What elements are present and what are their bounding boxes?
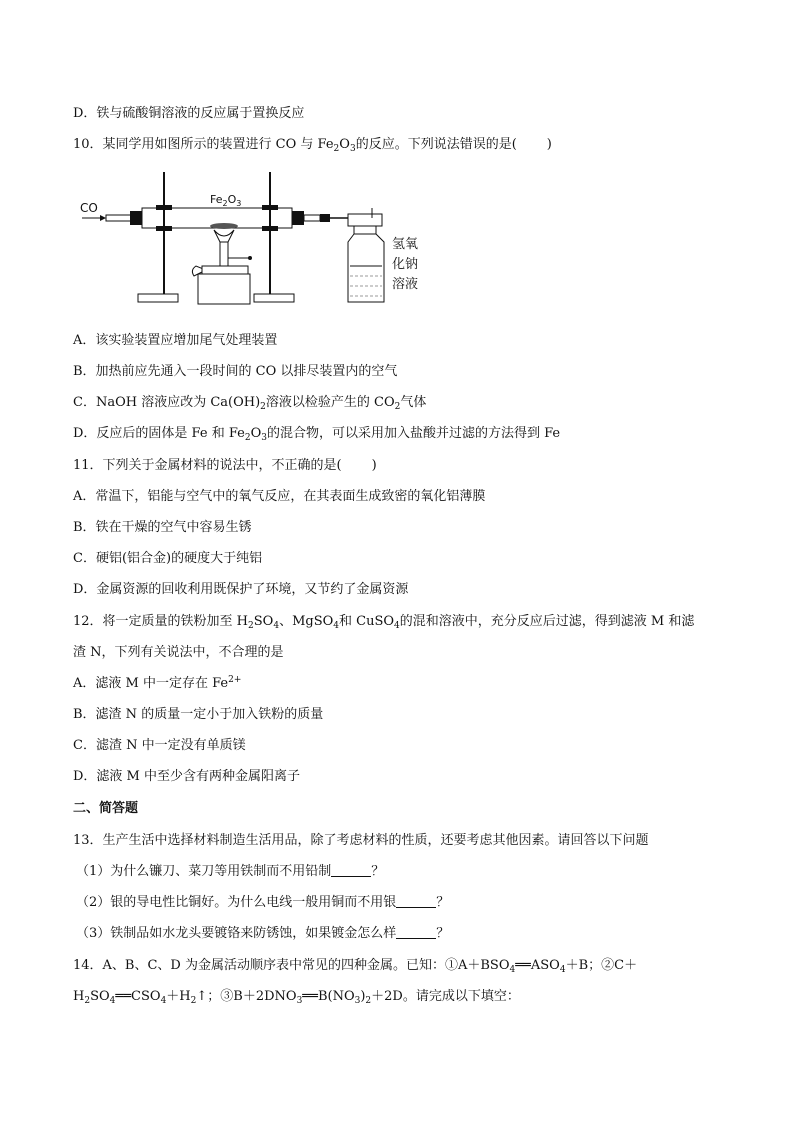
q10-option-d-o: O [250,426,262,441]
q14-sub3b: 3 [354,996,361,1006]
q12-stem-line2: 渣 N，下列有关说法中，不合理的是 [73,645,284,660]
q14-line1-b: ══ASO [515,958,560,973]
q9-option-d: D．铁与硫酸铜溶液的反应属于置换反应 [73,106,305,121]
right-iron-stand [254,172,294,302]
q10-option-c-text: C．NaOH 溶液应改为 Ca(OH) [73,395,261,410]
q14-sub4d: 4 [160,996,167,1006]
q10-option-a: A．该实验装置应增加尾气处理装置 [73,333,278,348]
q14-sub4b: 4 [559,965,566,975]
alcohol-lamp [192,230,252,304]
q10-stem-close: ) [546,137,552,152]
q10-option-c-sub2: 2 [260,402,266,412]
section-title: 二、简答题 [73,801,139,816]
q13-part3-text: （3）铁制品如水龙头要镀铬来防锈蚀，如果镀金怎么样 [76,926,397,941]
inlet-tube [106,215,132,221]
naoh-label-line2: 化钠 [392,257,419,272]
q10-option-d-sub2: 2 [244,433,251,443]
q10-stem-tail: 的反应。下列说法错误的是( [355,137,517,152]
q14-line2-c: ══CSO [115,989,161,1004]
q12-option-c: C．滤渣 N 中一定没有单质镁 [73,738,246,753]
q14-line2-d: ＋H [166,989,191,1004]
q12-cuso: 和 CuSO [339,614,395,629]
q10-option-c-sub2b: 2 [394,402,401,412]
q14-line1-a: 14．A、B、C、D 为金属活动顺序表中常见的四种金属。已知：①A＋BSO [73,958,510,973]
q14-line2-b: SO [90,989,110,1004]
q10-stem-text: 10．某同学用如图所示的装置进行 CO 与 Fe [73,137,334,152]
q10-option-c-mid: 溶液以检验产生的 CO [265,395,395,410]
q13-stem: 13．生产生活中选择材料制造生活用品，除了考虑材料的性质，还要考虑其他因素。请回答以下问题 [73,833,649,848]
q13-part2-blank[interactable] [396,895,436,908]
q12-sub4b: 4 [333,621,339,631]
q13-part2 [76,895,449,911]
q13-part3-end: ？ [436,926,450,941]
right-stopper [292,211,304,225]
q12-option-a [73,676,241,692]
q14-sub2b: 2 [190,996,197,1006]
q14-sub4a: 4 [509,965,516,975]
q12-mgso: 、MgSO [279,614,334,629]
q13-part1-text: （1）为什么镰刀、菜刀等用铁制而不用铅制 [76,864,332,879]
q14-line2-e: ↑；③B＋2DNO [196,989,297,1004]
gas-washing-bottle [348,208,384,302]
q13-part1-end: ？ [371,864,385,879]
q12-option-b: B．滤渣 N 的质量一定小于加入铁粉的质量 [73,707,324,722]
q10-stem-o: O [339,137,350,152]
q11-option-a: A．常温下，铝能与空气中的氧气反应，在其表面生成致密的氧化铝薄膜 [73,489,486,504]
q14-sub2a: 2 [84,996,91,1006]
q14-sub3a: 3 [296,996,303,1006]
q10-option-b: B．加热前应先通入一段时间的 CO 以排尽装置内的空气 [73,364,398,379]
q10-option-d-sub3: 3 [261,433,267,443]
q11-option-c: C．硬铝(铝合金)的硬度大于纯铝 [73,551,263,566]
q14-line1-c: ＋B；②C＋ [565,958,638,973]
q10-option-d [73,426,560,442]
q12-so: SO [253,614,274,629]
q14-line2 [73,989,520,1005]
fe2o3-powder [210,223,238,229]
q13-part3 [76,926,449,942]
q12-option-d: D．滤液 M 中至少含有两种金属阳离子 [73,769,300,784]
q12-stem-tail: 的混和溶液中，充分反应后过滤，得到滤液 M 和滤 [399,614,695,629]
q10-stem [73,137,552,153]
q10-option-c-tail: 气体 [400,395,427,410]
q12-option-a-sup: 2+ [228,675,242,685]
q14-sub4c: 4 [109,996,116,1006]
q13-part2-end: ？ [436,895,450,910]
q13-part2-text: （2）银的导电性比铜好。为什么电线一般用铜而不用银 [76,895,397,910]
q10-stem-sub3: 3 [349,144,356,154]
q13-part3-blank[interactable] [396,926,436,939]
left-iron-stand [138,172,178,302]
co-inlet-arrow [82,215,106,221]
q11-stem-text: 11．下列关于金属材料的说法中，不正确的是( [73,458,342,473]
q10-option-c [73,395,426,411]
q14-line2-f: ══B(NO [302,989,355,1004]
q10-option-d-text: D．反应后的固体是 Fe 和 Fe [73,426,245,441]
q12-sub4a: 4 [273,621,280,631]
q11-option-b: B．铁在干燥的空气中容易生锈 [73,520,252,535]
q10-stem-sub2: 2 [333,144,340,154]
q10-option-d-tail: 的混合物，可以采用加入盐酸并过滤的方法得到 Fe [266,426,561,441]
q12-sub4c: 4 [394,621,400,631]
naoh-label-line3: 溶液 [392,277,419,292]
co-fe2o3-apparatus-figure [78,170,428,312]
q12-option-a-text: A．滤液 M 中一定存在 Fe [73,676,229,691]
q14-line2-a: H [73,989,85,1004]
q14-sub2c: 2 [365,996,372,1006]
q12-sub2: 2 [248,621,254,631]
naoh-label-line1: 氢氧 [392,237,419,252]
q12-stem-text: 12．将一定质量的铁粉加至 H [73,614,249,629]
left-stopper [130,211,142,225]
q12-stem [73,614,694,630]
q14-line2-g: ) [360,989,366,1004]
q14-line2-h: ＋2D。请完成以下填空： [371,989,520,1004]
co-label: CO [80,201,98,215]
fe2o3-label: $Fe_2O_3$ [210,193,242,208]
q11-option-d: D．金属资源的回收利用既保护了环境，又节约了金属资源 [73,582,409,597]
q11-stem-close: ) [371,458,377,473]
q11-stem [73,458,377,474]
q14-line1 [73,958,637,974]
q13-part1 [76,864,384,880]
q13-part1-blank[interactable] [331,864,371,877]
